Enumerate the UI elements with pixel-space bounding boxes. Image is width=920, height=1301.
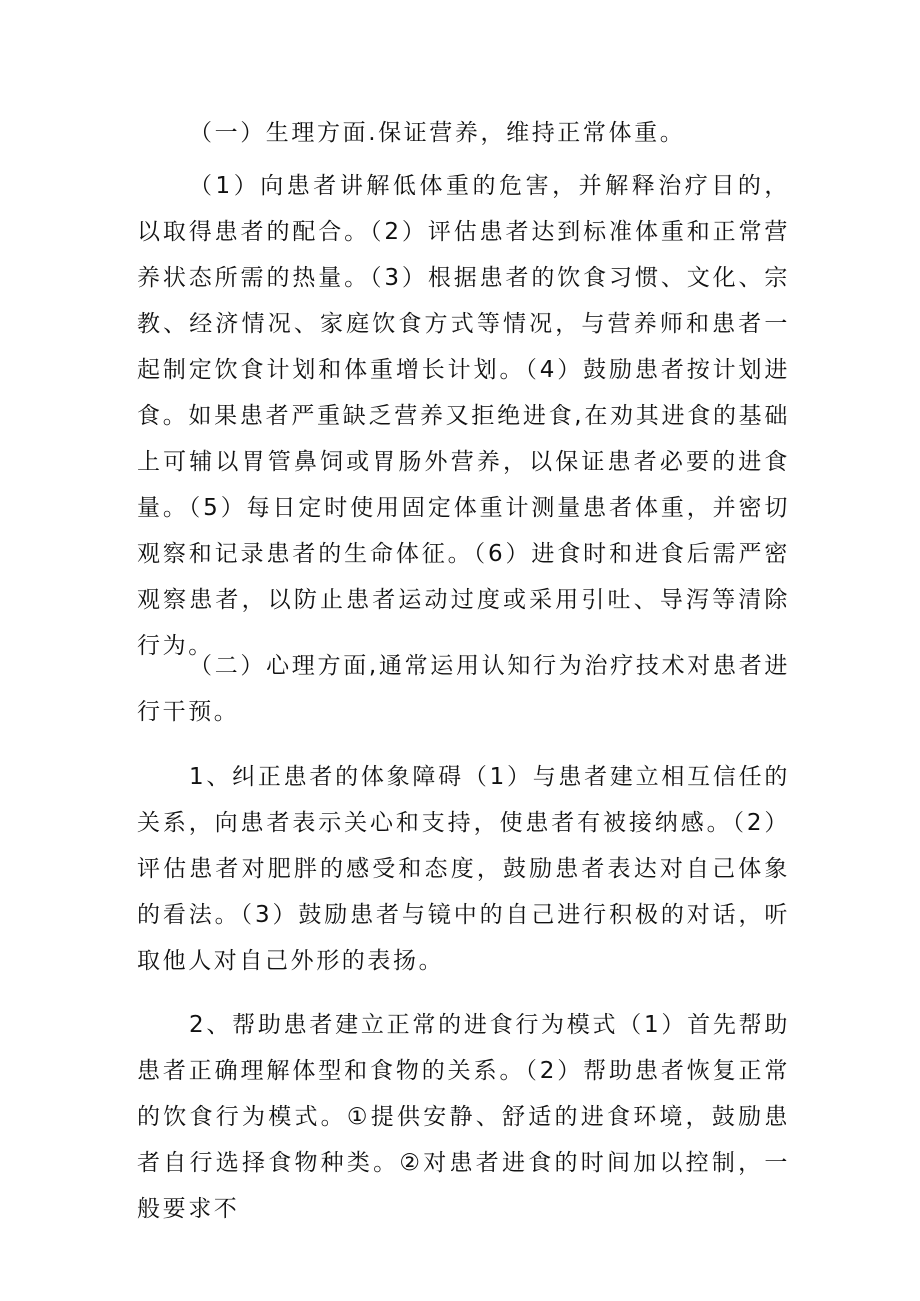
paragraph: 2、帮助患者建立正常的进食行为模式（1）首先帮助患者正确理解体型和食物的关系。（2）帮助患者恢复正常的饮食行为模式。①提供安静、舒适的进食环境，鼓励患者自行选择食物种类。②对患者进食的时间加以控制，一般要求不: [137, 1012, 790, 1222]
section-heading-psychological: [137, 643, 790, 735]
eating-behavior-pattern: [137, 1002, 790, 1232]
body-image-correction: [137, 754, 790, 984]
paragraph: （1）向患者讲解低体重的危害，并解释治疗目的，以取得患者的配合。（2）评估患者达到标准体重和正常营养状态所需的热量。（3）根据患者的饮食习惯、文化、宗教、经济情况、家庭饮食方式等情况，与营养师和患者一起制定饮食计划和体重增长计划。（4）鼓励患者按计划进食。如果患者严重缺乏营养又拒绝进食,在劝其进食的基础上可辅以胃管鼻饲或胃肠外营养，以保证患者必要的进食量。（5）每日定时使用固定体重计测量患者体重，并密切观察和记录患者的生命体征。（6）进食时和进食后需严密观察患者，以防止患者运动过度或采用引吐、导泻等清除行为。: [137, 173, 790, 659]
paragraph: （二）心理方面,通常运用认知行为治疗技术对患者进行干预。: [137, 653, 790, 725]
section-heading-physiological: [137, 110, 790, 156]
physiological-measures: [137, 163, 790, 669]
paragraph: 1、纠正患者的体象障碍（1）与患者建立相互信任的关系，向患者表示关心和支持，使患者有被接纳感。（2）评估患者对肥胖的感受和态度，鼓励患者表达对自己体象的看法。（3）鼓励患者与镜中的自己进行积极的对话，听取他人对自己外形的表扬。: [137, 764, 790, 974]
paragraph: （一）生理方面.保证营养，维持正常体重。: [189, 120, 686, 146]
